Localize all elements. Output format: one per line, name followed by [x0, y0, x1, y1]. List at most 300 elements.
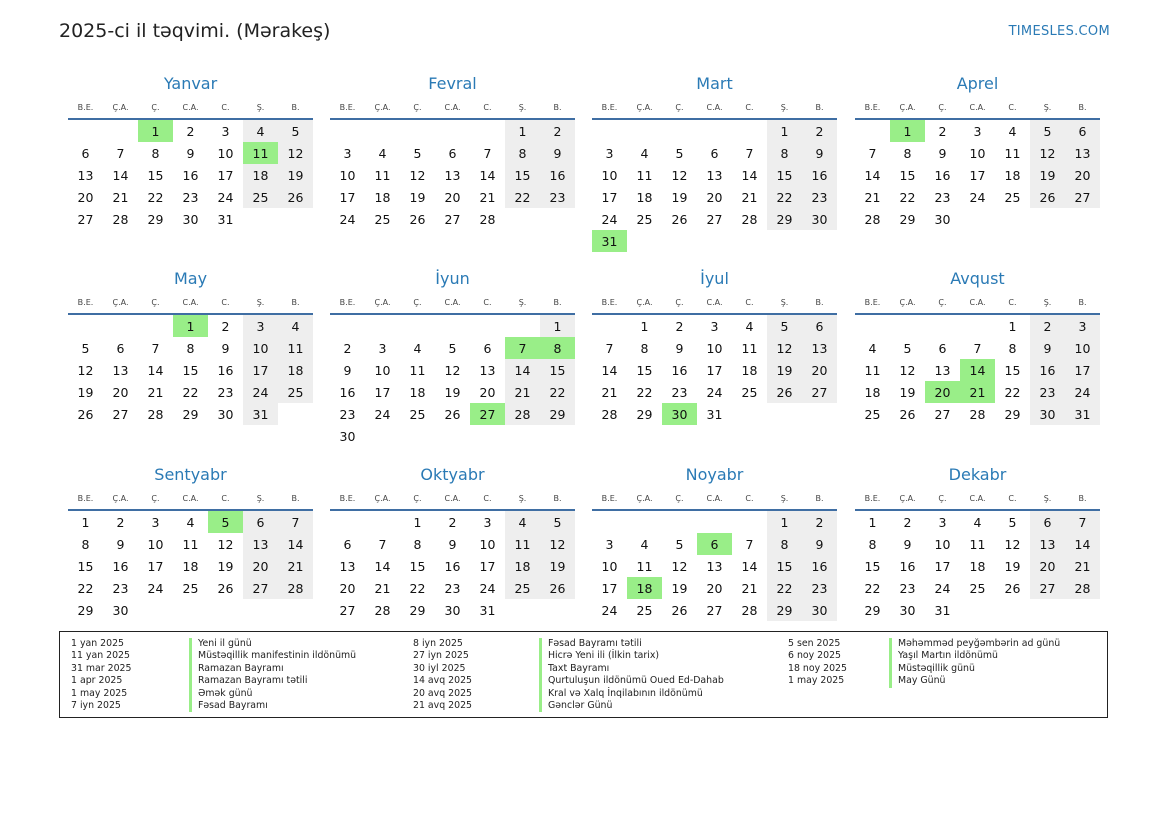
empty-cell	[505, 315, 540, 337]
day-cell: 16	[339, 384, 356, 400]
empty-cell	[365, 511, 400, 533]
day-cell: 19	[278, 164, 313, 186]
day-cell: 10	[339, 167, 356, 183]
legend-holiday-name: Yeni il günü	[189, 638, 356, 650]
weekday-label: C.A.	[706, 297, 723, 307]
day-cell: 21	[278, 555, 313, 577]
legend-column-3-dates	[788, 638, 847, 688]
day-cell: 25	[278, 381, 313, 403]
legend-date: 18 noy 2025	[788, 662, 847, 674]
holiday-day: 31	[592, 230, 627, 252]
weekday-label: B.E.	[77, 297, 94, 307]
day-cell: 22	[636, 384, 653, 400]
weekday-header	[592, 487, 837, 509]
day-cell: 14	[741, 558, 758, 574]
day-cell: 12	[767, 337, 802, 359]
day-cell: 10	[374, 362, 391, 378]
day-cell: 12	[1030, 142, 1065, 164]
day-cell: 10	[969, 145, 986, 161]
legend-date: 8 iyn 2025	[413, 638, 463, 649]
day-cell: 6	[343, 536, 352, 552]
day-cell: 28	[374, 602, 391, 618]
day-cell: 23	[217, 384, 234, 400]
legend-holiday-name: Müstəqillik günü	[889, 663, 1060, 675]
day-cell: 3	[343, 145, 352, 161]
day-cell: 2	[1030, 315, 1065, 337]
day-cell: 1	[505, 120, 540, 142]
day-cell: 1	[767, 120, 802, 142]
day-cell: 19	[1004, 558, 1021, 574]
day-cell: 3	[483, 514, 492, 530]
day-cell: 15	[77, 558, 94, 574]
empty-cell	[732, 120, 767, 142]
day-cell: 23	[671, 384, 688, 400]
day-cell: 9	[1030, 337, 1065, 359]
legend-holiday-name: Yaşıl Martın ildönümü	[889, 650, 1060, 662]
day-cell: 23	[1030, 381, 1065, 403]
day-cell: 1	[413, 514, 422, 530]
month-11	[592, 465, 837, 621]
weekday-label: Ç.A.	[636, 493, 653, 503]
weekday-label: C.	[483, 297, 492, 307]
weekday-header	[592, 96, 837, 118]
day-cell: 22	[899, 189, 916, 205]
day-cell: 13	[339, 558, 356, 574]
day-cell: 17	[339, 189, 356, 205]
weekday-label: B.	[1078, 102, 1087, 112]
day-cell: 24	[243, 381, 278, 403]
day-cell: 23	[802, 186, 837, 208]
weekday-label: Ç.A.	[636, 297, 653, 307]
day-cell: 6	[448, 145, 457, 161]
day-cell: 5	[903, 340, 912, 356]
day-cell: 24	[601, 211, 618, 227]
holiday-day: 7	[505, 337, 540, 359]
day-cell: 25	[374, 211, 391, 227]
site-link[interactable]: TIMESLES.COM	[1008, 24, 1110, 39]
day-cell: 2	[675, 318, 684, 334]
holiday-day: 5	[208, 511, 243, 533]
empty-cell	[400, 315, 435, 337]
day-cell: 15	[1004, 362, 1021, 378]
day-cell: 25	[505, 577, 540, 599]
day-cell: 3	[605, 145, 614, 161]
day-cell: 12	[217, 536, 234, 552]
legend-column-3-names	[889, 638, 1060, 688]
empty-cell	[662, 120, 697, 142]
day-cell: 12	[444, 362, 461, 378]
weekday-label: C.	[221, 493, 230, 503]
day-cell: 15	[767, 555, 802, 577]
weekday-label: C.A.	[444, 102, 461, 112]
day-cell: 19	[671, 189, 688, 205]
day-cell: 11	[278, 337, 313, 359]
day-cell: 21	[479, 189, 496, 205]
empty-cell	[470, 120, 505, 142]
day-cell: 24	[1065, 381, 1100, 403]
day-cell: 21	[1065, 555, 1100, 577]
day-cell: 4	[868, 340, 877, 356]
day-cell: 30	[899, 602, 916, 618]
day-cell: 9	[448, 536, 457, 552]
day-cell: 14	[1065, 533, 1100, 555]
day-cell: 13	[444, 167, 461, 183]
day-cell: 15	[767, 164, 802, 186]
month-name: İyul	[700, 269, 729, 288]
day-cell: 26	[77, 406, 94, 422]
day-cell: 17	[934, 558, 951, 574]
day-cell: 16	[182, 167, 199, 183]
day-cell: 18	[409, 384, 426, 400]
month-name: Avqust	[950, 269, 1005, 288]
day-cell: 18	[182, 558, 199, 574]
day-cell: 7	[868, 145, 877, 161]
day-cell: 29	[409, 602, 426, 618]
weekday-label: Ç.	[413, 102, 422, 112]
day-cell: 5	[767, 315, 802, 337]
day-cell: 13	[934, 362, 951, 378]
day-cell: 30	[217, 406, 234, 422]
day-cell: 23	[934, 189, 951, 205]
month-4	[855, 74, 1100, 230]
day-cell: 27	[339, 602, 356, 618]
day-cell: 25	[741, 384, 758, 400]
day-cell: 9	[221, 340, 230, 356]
day-cell: 4	[1008, 123, 1017, 139]
day-cell: 25	[182, 580, 199, 596]
legend-holiday-name: May Günü	[889, 675, 1060, 687]
day-cell: 13	[243, 533, 278, 555]
day-cell: 1	[81, 514, 90, 530]
day-cell: 20	[77, 189, 94, 205]
day-cell: 28	[741, 211, 758, 227]
weekday-header	[330, 96, 575, 118]
day-cell: 5	[413, 145, 422, 161]
day-cell: 24	[969, 189, 986, 205]
day-cell: 16	[671, 362, 688, 378]
day-grid	[592, 315, 837, 425]
empty-cell	[960, 315, 995, 337]
weekday-label: Ç.	[938, 493, 947, 503]
legend-column-2-dates	[413, 638, 472, 712]
day-cell: 23	[540, 186, 575, 208]
weekday-label: C.A.	[182, 297, 199, 307]
weekday-label: Ç.	[938, 102, 947, 112]
day-cell: 6	[483, 340, 492, 356]
day-cell: 21	[864, 189, 881, 205]
month-name: Dekabr	[948, 465, 1007, 484]
day-cell: 20	[706, 580, 723, 596]
day-cell: 30	[1030, 403, 1065, 425]
legend-date: 1 apr 2025	[71, 675, 123, 687]
day-cell: 28	[278, 577, 313, 599]
day-cell: 10	[1065, 337, 1100, 359]
empty-cell	[435, 315, 470, 337]
weekday-label: Ç.	[675, 493, 684, 503]
weekday-label: C.A.	[706, 102, 723, 112]
day-cell: 23	[112, 580, 129, 596]
day-cell: 20	[243, 555, 278, 577]
weekday-label: Ş.	[1043, 102, 1052, 112]
weekday-label: Ç.	[938, 297, 947, 307]
day-cell: 2	[540, 120, 575, 142]
day-cell: 17	[1065, 359, 1100, 381]
day-cell: 14	[278, 533, 313, 555]
day-cell: 7	[973, 340, 982, 356]
day-cell: 27	[243, 577, 278, 599]
day-cell: 11	[636, 558, 653, 574]
month-name: Aprel	[956, 74, 999, 93]
day-cell: 21	[147, 384, 164, 400]
day-cell: 26	[278, 186, 313, 208]
day-cell: 10	[934, 536, 951, 552]
day-cell: 4	[413, 340, 422, 356]
weekday-label: B.	[291, 297, 300, 307]
day-cell: 22	[864, 580, 881, 596]
day-cell: 28	[479, 211, 496, 227]
holiday-day: 1	[173, 315, 208, 337]
day-cell: 27	[444, 211, 461, 227]
day-cell: 2	[186, 123, 195, 139]
day-cell: 5	[278, 120, 313, 142]
day-cell: 8	[767, 142, 802, 164]
weekday-label: B.E.	[864, 297, 881, 307]
day-cell: 1	[868, 514, 877, 530]
day-cell: 17	[601, 189, 618, 205]
day-cell: 24	[706, 384, 723, 400]
day-cell: 19	[77, 384, 94, 400]
day-cell: 13	[479, 362, 496, 378]
day-cell: 30	[339, 428, 356, 444]
holiday-day: 8	[540, 337, 575, 359]
day-cell: 29	[767, 208, 802, 230]
day-cell: 13	[706, 167, 723, 183]
day-cell: 13	[1030, 533, 1065, 555]
day-cell: 26	[671, 602, 688, 618]
day-cell: 11	[636, 167, 653, 183]
day-cell: 11	[1004, 145, 1021, 161]
day-cell: 4	[243, 120, 278, 142]
weekday-label: Ç.A.	[112, 102, 129, 112]
weekday-label: Ç.A.	[899, 297, 916, 307]
month-10	[330, 465, 575, 621]
day-cell: 23	[899, 580, 916, 596]
weekday-label: Ç.	[151, 297, 160, 307]
legend-column-1-names	[189, 638, 356, 712]
weekday-label: B.	[553, 102, 562, 112]
day-cell: 17	[601, 580, 618, 596]
day-cell: 5	[675, 145, 684, 161]
day-cell: 11	[374, 167, 391, 183]
day-cell: 22	[540, 381, 575, 403]
holiday-day: 30	[662, 403, 697, 425]
day-cell: 26	[1004, 580, 1021, 596]
holiday-day: 14	[960, 359, 995, 381]
day-cell: 29	[77, 602, 94, 618]
day-cell: 23	[339, 406, 356, 422]
day-cell: 8	[868, 536, 877, 552]
day-cell: 29	[636, 406, 653, 422]
day-cell: 18	[864, 384, 881, 400]
day-cell: 11	[409, 362, 426, 378]
empty-cell	[732, 511, 767, 533]
day-cell: 28	[741, 602, 758, 618]
weekday-label: C.	[483, 102, 492, 112]
empty-cell	[330, 120, 365, 142]
day-cell: 4	[973, 514, 982, 530]
weekday-label: Ş.	[518, 493, 527, 503]
weekday-label: Ş.	[780, 102, 789, 112]
day-cell: 30	[444, 602, 461, 618]
day-cell: 3	[378, 340, 387, 356]
day-cell: 2	[343, 340, 352, 356]
day-cell: 18	[374, 189, 391, 205]
day-cell: 2	[221, 318, 230, 334]
weekday-label: Ç.A.	[112, 297, 129, 307]
empty-cell	[103, 120, 138, 142]
day-cell: 9	[802, 533, 837, 555]
weekday-label: C.A.	[182, 102, 199, 112]
day-cell: 6	[1030, 511, 1065, 533]
weekday-label: B.	[1078, 493, 1087, 503]
weekday-label: C.	[1008, 493, 1017, 503]
day-cell: 19	[767, 359, 802, 381]
weekday-label: Ç.	[413, 297, 422, 307]
day-cell: 15	[505, 164, 540, 186]
day-cell: 12	[77, 362, 94, 378]
day-cell: 7	[116, 145, 125, 161]
weekday-header	[68, 291, 313, 313]
empty-cell	[103, 315, 138, 337]
day-cell: 19	[540, 555, 575, 577]
weekday-label: C.	[745, 102, 754, 112]
day-cell: 5	[540, 511, 575, 533]
day-grid	[855, 315, 1100, 425]
empty-cell	[697, 511, 732, 533]
day-cell: 22	[182, 384, 199, 400]
day-cell: 9	[343, 362, 352, 378]
legend-holiday-name: Taxt Bayramı	[539, 663, 724, 675]
empty-cell	[365, 120, 400, 142]
day-cell: 24	[479, 580, 496, 596]
day-cell: 11	[741, 340, 758, 356]
weekday-label: B.E.	[77, 493, 94, 503]
weekday-label: C.A.	[444, 297, 461, 307]
legend-holiday-name: Fəsad Bayramı tətili	[539, 638, 724, 650]
day-cell: 1	[767, 511, 802, 533]
day-cell: 7	[378, 536, 387, 552]
day-cell: 30	[802, 599, 837, 621]
legend-date: 11 yan 2025	[71, 650, 130, 662]
day-cell: 15	[540, 359, 575, 381]
legend-date: 20 avq 2025	[413, 687, 472, 699]
weekday-label: B.E.	[339, 102, 356, 112]
day-cell: 17	[479, 558, 496, 574]
day-cell: 6	[710, 145, 719, 161]
day-cell: 8	[1008, 340, 1017, 356]
day-cell: 14	[112, 167, 129, 183]
day-cell: 3	[973, 123, 982, 139]
day-cell: 30	[934, 211, 951, 227]
month-9	[68, 465, 313, 621]
day-cell: 4	[186, 514, 195, 530]
day-cell: 16	[802, 555, 837, 577]
day-cell: 21	[601, 384, 618, 400]
weekday-label: B.E.	[601, 493, 618, 503]
legend-date: 21 avq 2025	[413, 699, 472, 711]
day-cell: 12	[1004, 536, 1021, 552]
day-cell: 25	[636, 211, 653, 227]
day-cell: 1	[640, 318, 649, 334]
month-name: Oktyabr	[420, 465, 485, 484]
weekday-label: B.	[291, 102, 300, 112]
month-12	[855, 465, 1100, 621]
day-cell: 2	[802, 120, 837, 142]
day-cell: 20	[1065, 164, 1100, 186]
empty-cell	[138, 315, 173, 337]
day-cell: 30	[182, 211, 199, 227]
day-cell: 15	[864, 558, 881, 574]
legend-date: 1 yan 2025	[71, 638, 125, 649]
weekday-label: C.	[745, 493, 754, 503]
empty-cell	[470, 315, 505, 337]
day-cell: 22	[77, 580, 94, 596]
legend-date: 1 may 2025	[788, 675, 845, 687]
day-cell: 20	[112, 384, 129, 400]
day-cell: 3	[151, 514, 160, 530]
day-cell: 27	[934, 406, 951, 422]
day-cell: 28	[1065, 577, 1100, 599]
day-cell: 27	[1030, 577, 1065, 599]
day-cell: 27	[706, 602, 723, 618]
day-cell: 22	[409, 580, 426, 596]
weekday-label: C.A.	[969, 493, 986, 503]
weekday-label: Ç.A.	[899, 102, 916, 112]
day-cell: 11	[969, 536, 986, 552]
empty-cell	[855, 120, 890, 142]
weekday-label: Ç.A.	[374, 297, 391, 307]
weekday-label: Ç.	[413, 493, 422, 503]
empty-cell	[855, 315, 890, 337]
day-cell: 22	[505, 186, 540, 208]
day-cell: 16	[217, 362, 234, 378]
day-cell: 12	[899, 362, 916, 378]
weekday-label: Ç.A.	[899, 493, 916, 503]
weekday-label: Ş.	[256, 102, 265, 112]
day-cell: 21	[505, 381, 540, 403]
day-cell: 17	[374, 384, 391, 400]
day-cell: 26	[409, 211, 426, 227]
legend-holiday-name: Hicrə Yeni ili (İlkin tarix)	[539, 650, 724, 662]
day-cell: 27	[706, 211, 723, 227]
empty-cell	[330, 511, 365, 533]
month-6	[330, 269, 575, 447]
day-cell: 31	[479, 602, 496, 618]
day-cell: 13	[802, 337, 837, 359]
day-cell: 13	[112, 362, 129, 378]
weekday-label: Ş.	[1043, 493, 1052, 503]
empty-cell	[890, 315, 925, 337]
holiday-day: 6	[697, 533, 732, 555]
holiday-legend	[59, 631, 1108, 718]
day-cell: 4	[640, 536, 649, 552]
day-cell: 24	[217, 189, 234, 205]
legend-holiday-name: Qurtuluşun ildönümü Oued Ed-Dahab	[539, 675, 724, 687]
day-cell: 4	[505, 511, 540, 533]
weekday-label: Ç.	[675, 297, 684, 307]
day-cell: 15	[147, 167, 164, 183]
day-cell: 15	[182, 362, 199, 378]
